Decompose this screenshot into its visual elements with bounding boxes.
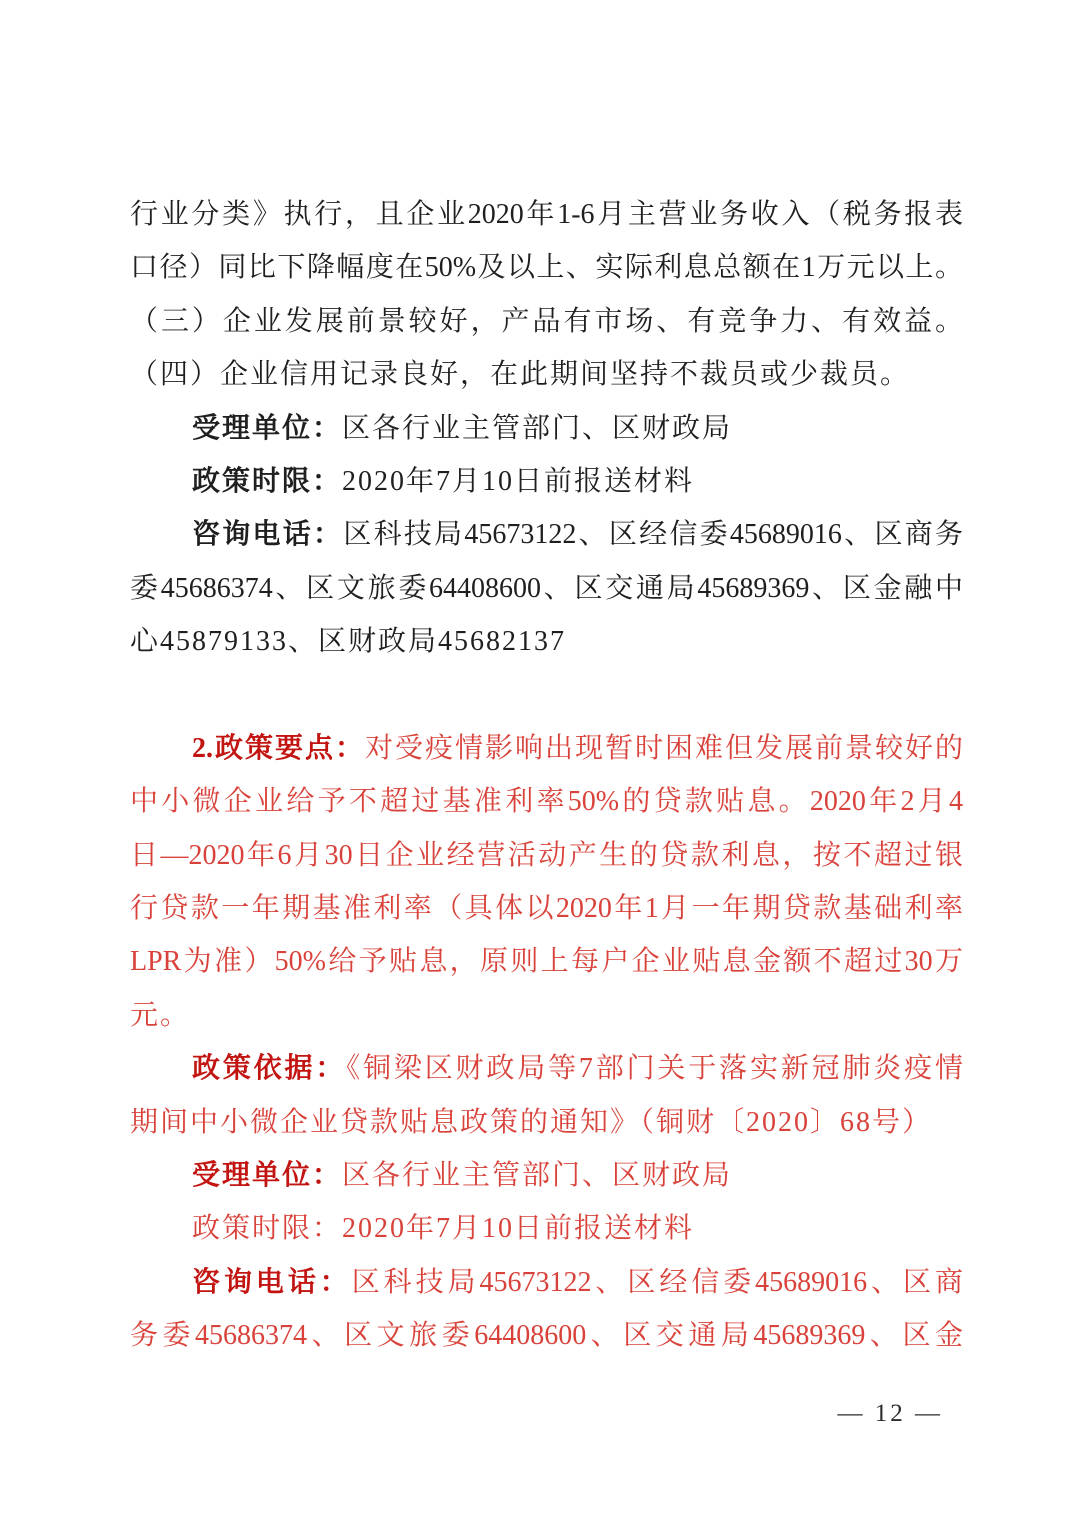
policy-points-line-3: 日—2020年6月30日企业经营活动产生的贷款利息，按不超过银 — [130, 839, 963, 871]
phone-line-1 — [130, 508, 963, 561]
policy-deadline-line — [130, 455, 963, 508]
phone-line-2: 委45686374、区文旅委64408600、区交通局45689369、区金融中 — [130, 572, 963, 604]
policy-basis-label: 政策依据： — [192, 1053, 347, 1085]
page-number: — 12 — — [837, 1400, 943, 1427]
red-policy-block — [130, 722, 963, 1363]
condition-item-4-line: （四）企业信用记录良好，在此期间坚持不裁员或少裁员。 — [130, 359, 911, 391]
blank-line-spacer — [130, 669, 963, 722]
policy-deadline-line-red — [130, 1202, 963, 1255]
policy-basis-line-2: 期间中小微企业贷款贴息政策的通知》（铜财〔2020〕68号） — [130, 1106, 933, 1138]
paragraph-continuation-line-1: 行业分类》执行，且企业2020年1-6月主营业务收入（税务报表 — [130, 199, 963, 230]
accept-unit-label: 受理单位： — [192, 412, 343, 444]
phone-numbers-1: 区科技局45673122、区经信委45689016、区商务 — [343, 519, 963, 551]
phone-line-red-2: 务委45686374、区文旅委64408600、区交通局45689369、区金 — [130, 1320, 963, 1352]
policy-points-line-5: LPR为准）50%给予贴息，原则上每户企业贴息金额不超过30万 — [130, 946, 963, 978]
policy-deadline-label-red: 政策时限： — [192, 1213, 343, 1245]
phone-line-3: 心45879133、区财政局45682137 — [130, 626, 567, 658]
policy-deadline-value: 2020年7月10日前报送材料 — [342, 465, 695, 497]
phone-label-red: 咨询电话： — [192, 1266, 352, 1298]
policy-points-line-1 — [130, 722, 963, 775]
policy-points-line-6: 元。 — [130, 999, 191, 1031]
phone-numbers-red-1: 区科技局45673122、区经信委45689016、区商 — [351, 1266, 963, 1298]
policy-points-line-2: 中小微企业给予不超过基准利率50%的贷款贴息。2020年2月4 — [130, 786, 963, 818]
phone-line-red-1 — [130, 1256, 963, 1309]
paragraph-continuation-line-2: 口径）同比下降幅度在50%及以上、实际利息总额在1万元以上。 — [130, 252, 963, 284]
accept-unit-value-red: 区各行业主管部门、区财政局 — [342, 1160, 733, 1192]
content-area — [130, 188, 963, 1363]
policy-basis-line-1 — [130, 1042, 963, 1095]
policy-basis-text-1: 《铜梁区财政局等7部门关于落实新冠肺炎疫情 — [346, 1053, 963, 1085]
accept-unit-label-red: 受理单位： — [192, 1160, 343, 1192]
condition-item-3-line: （三）企业发展前景较好，产品有市场、有竞争力、有效益。 — [130, 305, 963, 337]
policy-points-text-1: 对受疫情影响出现暂时困难但发展前景较好的 — [365, 732, 963, 764]
policy-points-label: 2.政策要点： — [192, 732, 365, 764]
policy-points-line-4: 行贷款一年期基准利率（具体以2020年1月一年期贷款基础利率 — [130, 893, 963, 925]
accept-unit-line-red — [130, 1149, 963, 1202]
black-policy-block — [130, 188, 963, 669]
policy-deadline-value-red: 2020年7月10日前报送材料 — [342, 1213, 695, 1245]
accept-unit-value: 区各行业主管部门、区财政局 — [342, 412, 733, 444]
policy-deadline-label: 政策时限： — [192, 465, 343, 497]
phone-label: 咨询电话： — [192, 519, 344, 551]
accept-unit-line — [130, 402, 963, 455]
